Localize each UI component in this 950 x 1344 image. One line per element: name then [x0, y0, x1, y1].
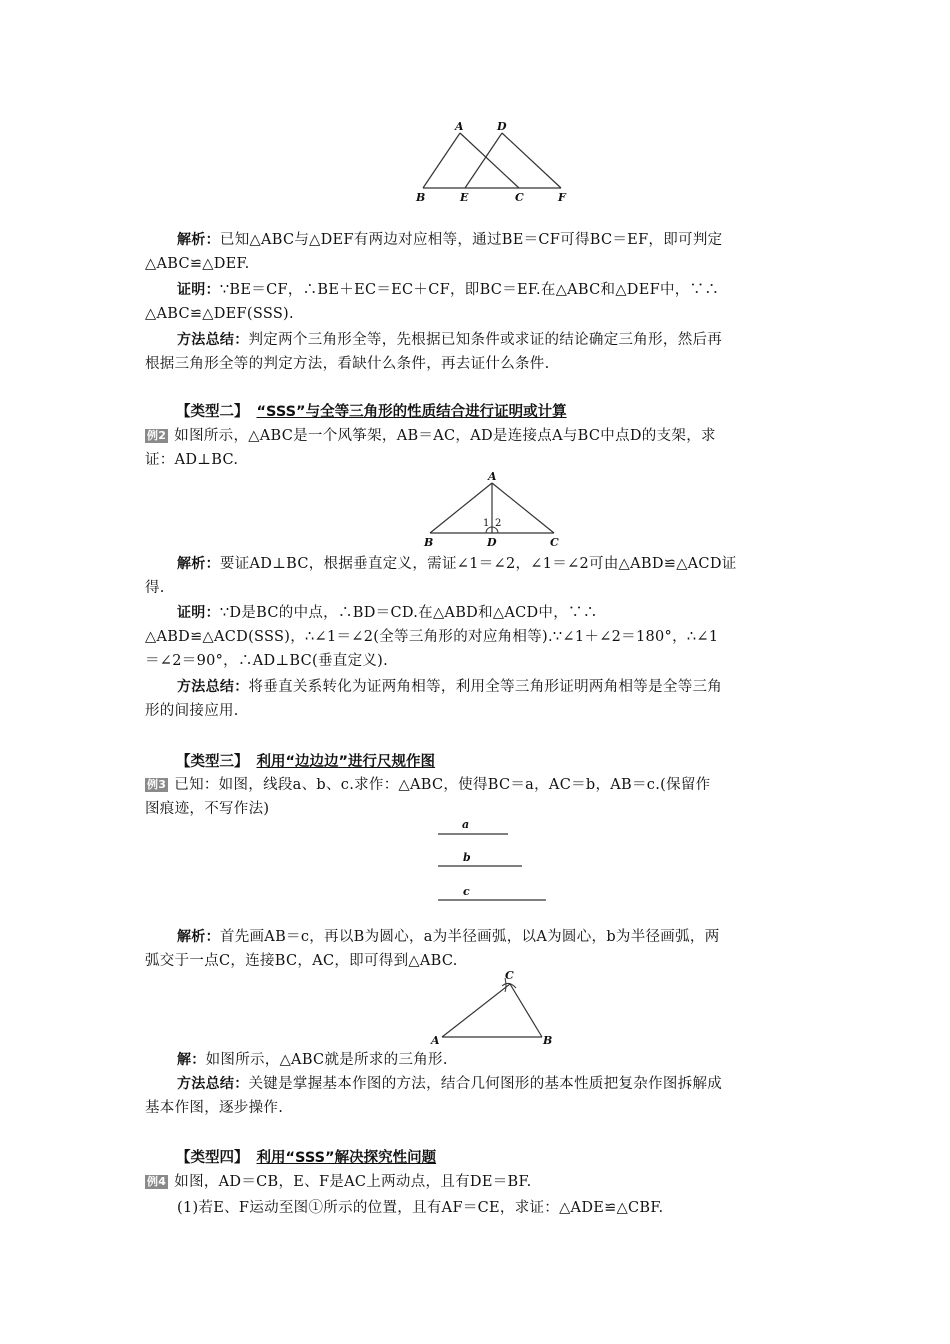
type2-analysis — [145, 552, 805, 600]
analysis-text: 首先画AB＝c，再以B为圆心，a为半径画弧，以A为圆心，b为半径画弧，两 — [219, 929, 720, 945]
analysis-label: 解析： — [177, 232, 220, 248]
type3-tag: 【类型三】 — [176, 754, 249, 770]
method-text: 将垂直关系转化为证两角相等，利用全等三角形证明两角相等是全等三角 — [248, 679, 723, 695]
type3-method — [145, 1072, 805, 1120]
type2-proof — [145, 601, 805, 673]
type3-title: 利用“边边边”进行尺规作图 — [256, 754, 436, 770]
label-B: B — [543, 1034, 553, 1047]
example-badge: 例4 — [147, 1175, 167, 1188]
type2-title: “SSS”与全等三角形的性质结合进行证明或计算 — [256, 404, 567, 420]
analysis-text: 已知△ABC与△DEF有两边对应相等，通过BE＝CF可得BC＝EF，即可判定 — [219, 232, 723, 248]
proof-text: ∵D是BC的中点，∴BD＝CD.在△ABD和△ACD中，∵∴ — [219, 605, 598, 621]
type2-method — [145, 675, 805, 723]
label-A: A — [455, 120, 464, 133]
problem-text: 图痕迹，不写作法) — [145, 801, 270, 817]
type2-heading — [176, 400, 567, 424]
solution-text: 如图所示，△ABC就是所求的三角形. — [205, 1052, 448, 1068]
proof-text: ＝∠2＝90°，∴AD⊥BC(垂直定义). — [145, 653, 389, 669]
analysis-text: △ABC≌△DEF. — [145, 256, 250, 272]
label-A: A — [488, 470, 497, 483]
type4-heading — [176, 1146, 436, 1170]
example-badge: 例3 — [147, 778, 167, 791]
analysis-label: 解析： — [177, 556, 220, 572]
problem-text: 如图，AD＝CB，E、F是AC上两动点，且有DE＝BF. — [174, 1174, 532, 1190]
angle-2-label: 2 — [495, 518, 502, 529]
type3-problem — [145, 773, 805, 821]
problem-text: 已知：如图，线段a、b、c.求作：△ABC，使得BC＝a，AC＝b，AB＝c.(保留作 — [174, 777, 711, 793]
angle-1-label: 1 — [483, 518, 490, 529]
proof-text: △ABC≌△DEF(SSS). — [145, 306, 294, 322]
proof-label: 证明： — [177, 282, 220, 298]
type4-tag: 【类型四】 — [176, 1150, 249, 1166]
type4-title: 利用“SSS”解决探究性问题 — [256, 1150, 437, 1166]
type4-problem — [145, 1170, 805, 1194]
method-text: 判定两个三角形全等，先根据已知条件或求证的结论确定三角形，然后再 — [248, 332, 723, 348]
label-F: F — [558, 191, 566, 204]
analysis-text: 弧交于一点C，连接BC，AC，即可得到△ABC. — [145, 953, 458, 969]
label-C: C — [550, 536, 559, 549]
label-B: B — [424, 536, 434, 549]
proof-label: 证明： — [177, 605, 220, 621]
type3-solution — [145, 1048, 805, 1072]
segment-c-label: c — [463, 885, 470, 898]
method-text: 根据三角形全等的判定方法，看缺什么条件，再去证什么条件. — [145, 356, 550, 372]
figure-kite-triangle — [420, 470, 570, 550]
problem-text: 如图所示，△ABC是一个风筝架，AB＝AC，AD是连接点A与BC中点D的支架，求 — [174, 428, 716, 444]
type2-tag: 【类型二】 — [176, 404, 249, 420]
label-B: B — [416, 191, 426, 204]
label-C: C — [515, 191, 524, 204]
type2-problem — [145, 424, 805, 472]
figure-constructed-triangle — [425, 966, 565, 1048]
label-C: C — [505, 969, 514, 982]
method-text: 基本作图，逐步操作. — [145, 1100, 284, 1116]
method-label: 方法总结： — [177, 679, 249, 695]
problem-text: 证：AD⊥BC. — [145, 452, 239, 468]
analysis-label: 解析： — [177, 929, 220, 945]
method-text: 关键是掌握基本作图的方法，结合几何图形的基本性质把复杂作图拆解成 — [248, 1076, 723, 1092]
method-label: 方法总结： — [177, 1076, 249, 1092]
type3-heading — [176, 750, 435, 774]
ex1-method — [145, 328, 805, 376]
proof-text: △ABD≌△ACD(SSS)，∴∠1＝∠2(全等三角形的对应角相等).∵∠1＋∠2＝180°，∴∠1 — [145, 629, 719, 645]
method-text: 形的间接应用. — [145, 703, 239, 719]
label-A: A — [431, 1034, 440, 1047]
segment-b-label: b — [463, 851, 471, 864]
analysis-text: 得. — [145, 580, 165, 596]
method-label: 方法总结： — [177, 332, 249, 348]
label-E: E — [460, 191, 469, 204]
figure-segments — [430, 815, 560, 905]
segment-a-label: a — [462, 818, 470, 831]
figure-overlapping-triangles — [405, 118, 585, 208]
solution-label: 解： — [177, 1052, 206, 1068]
type4-subquestion — [145, 1196, 805, 1220]
ex1-proof — [145, 278, 805, 326]
problem-text: (1)若E、F运动至图①所示的位置，且有AF＝CE，求证：△ADE≌△CBF. — [177, 1200, 664, 1216]
label-D: D — [487, 536, 497, 549]
label-D: D — [497, 120, 507, 133]
analysis-text: 要证AD⊥BC，根据垂直定义，需证∠1＝∠2，∠1＝∠2可由△ABD≌△ACD证 — [219, 556, 737, 572]
proof-text: ∵BE＝CF，∴BE＋EC＝EC＋CF，即BC＝EF.在△ABC和△DEF中，∵∴ — [219, 282, 720, 298]
example-badge: 例2 — [147, 429, 167, 442]
ex1-analysis — [145, 228, 805, 276]
